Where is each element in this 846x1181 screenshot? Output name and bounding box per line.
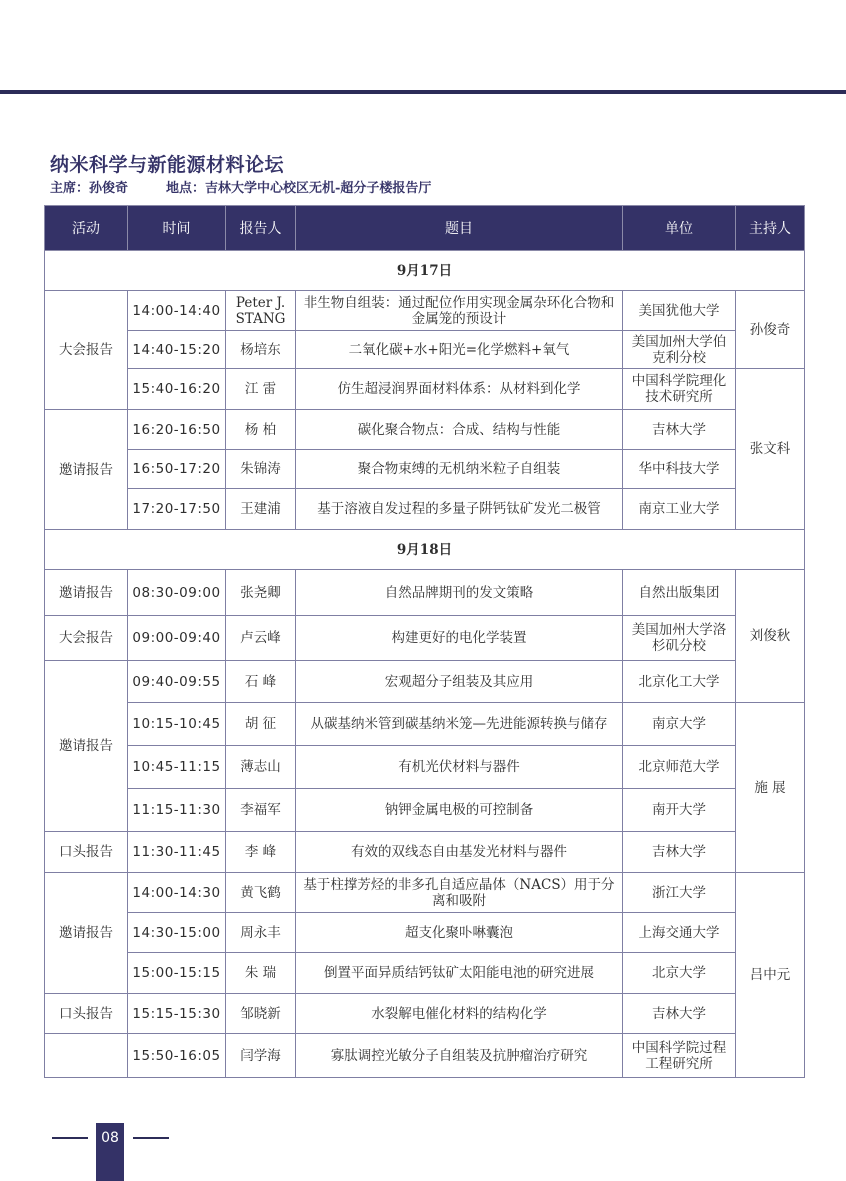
table-row [45, 746, 805, 789]
topic-cell: 基于柱撑芳烃的非多孔自适应晶体（NACS）用于分离和吸附 [296, 873, 623, 913]
table-row [45, 331, 805, 369]
day-row [45, 251, 805, 291]
unit-cell: 美国加州大学洛杉矶分校 [623, 616, 736, 661]
activity-cell: 口头报告 [45, 832, 128, 873]
unit-cell: 美国犹他大学 [623, 291, 736, 331]
unit-cell: 吉林大学 [623, 994, 736, 1034]
speaker-cell: 朱 瑞 [226, 953, 296, 994]
activity-cell: 大会报告 [45, 616, 128, 661]
time-cell: 16:50-17:20 [128, 450, 226, 489]
activity-cell: 邀请报告 [45, 570, 128, 616]
speaker-cell: 王建浦 [226, 489, 296, 530]
time-cell: 14:40-15:20 [128, 331, 226, 369]
venue: 地点：吉林大学中心校区无机-超分子楼报告厅 [166, 181, 432, 196]
topic-cell: 倒置平面异质结钙钛矿太阳能电池的研究进展 [296, 953, 623, 994]
speaker-cell: 薄志山 [226, 746, 296, 789]
activity-cell: 邀请报告 [45, 873, 128, 994]
unit-cell: 中国科学院过程工程研究所 [623, 1034, 736, 1078]
time-cell: 15:00-15:15 [128, 953, 226, 994]
topic-cell: 自然品牌期刊的发文策略 [296, 570, 623, 616]
unit-cell: 上海交通大学 [623, 913, 736, 953]
topic-cell: 碳化聚合物点：合成、结构与性能 [296, 410, 623, 450]
time-cell: 14:30-15:00 [128, 913, 226, 953]
speaker-cell: 杨培东 [226, 331, 296, 369]
header-activity: 活动 [45, 206, 128, 251]
speaker-cell: 周永丰 [226, 913, 296, 953]
unit-cell: 北京大学 [623, 953, 736, 994]
table-row [45, 1034, 805, 1078]
time-cell: 17:20-17:50 [128, 489, 226, 530]
speaker-cell: 江 雷 [226, 369, 296, 410]
day-label: 9月18日 [45, 530, 805, 570]
speaker-cell: 石 峰 [226, 661, 296, 703]
table-row [45, 994, 805, 1034]
topic-cell: 基于溶液自发过程的多量子阱钙钛矿发光二极管 [296, 489, 623, 530]
table-row [45, 291, 805, 331]
time-cell: 10:45-11:15 [128, 746, 226, 789]
header-host: 主持人 [736, 206, 805, 251]
host-cell: 吕中元 [736, 873, 805, 1078]
header-time: 时间 [128, 206, 226, 251]
forum-subtitle [50, 177, 431, 196]
topic-cell: 寡肽调控光敏分子自组装及抗肿瘤治疗研究 [296, 1034, 623, 1078]
unit-cell: 吉林大学 [623, 832, 736, 873]
table-row [45, 450, 805, 489]
table-row [45, 369, 805, 410]
activity-cell: 口头报告 [45, 994, 128, 1034]
speaker-cell: 卢云峰 [226, 616, 296, 661]
table-row [45, 913, 805, 953]
unit-cell: 华中科技大学 [623, 450, 736, 489]
table-row [45, 953, 805, 994]
table-row [45, 489, 805, 530]
time-cell: 11:30-11:45 [128, 832, 226, 873]
host-cell: 施 展 [736, 703, 805, 873]
table-row [45, 661, 805, 703]
speaker-cell: 李 峰 [226, 832, 296, 873]
topic-cell: 二氧化碳+水+阳光=化学燃料+氧气 [296, 331, 623, 369]
speaker-cell: 李福军 [226, 789, 296, 832]
page-title: 纳米科学与新能源材料论坛 [50, 154, 285, 176]
topic-cell: 聚合物束缚的无机纳米粒子自组装 [296, 450, 623, 489]
activity-cell: 邀请报告 [45, 661, 128, 832]
page-number: 08 [96, 1123, 124, 1181]
speaker-cell: 胡 征 [226, 703, 296, 746]
table-row [45, 410, 805, 450]
time-cell: 11:15-11:30 [128, 789, 226, 832]
time-cell: 10:15-10:45 [128, 703, 226, 746]
header-speaker: 报告人 [226, 206, 296, 251]
schedule-table [44, 205, 805, 1078]
time-cell: 14:00-14:30 [128, 873, 226, 913]
unit-cell: 自然出版集团 [623, 570, 736, 616]
host-cell: 孙俊奇 [736, 291, 805, 369]
activity-cell: 大会报告 [45, 291, 128, 410]
pager-line-right [133, 1137, 169, 1139]
activity-cell [45, 1034, 128, 1078]
unit-cell: 浙江大学 [623, 873, 736, 913]
topic-cell: 从碳基纳米管到碳基纳米笼—先进能源转换与储存 [296, 703, 623, 746]
table-row [45, 873, 805, 913]
chair: 主席：孙俊奇 [50, 181, 129, 196]
table-row [45, 703, 805, 746]
topic-cell: 宏观超分子组装及其应用 [296, 661, 623, 703]
unit-cell: 中国科学院理化技术研究所 [623, 369, 736, 410]
header-topic: 题目 [296, 206, 623, 251]
topic-cell: 构建更好的电化学装置 [296, 616, 623, 661]
speaker-cell: 黄飞鹤 [226, 873, 296, 913]
unit-cell: 北京师范大学 [623, 746, 736, 789]
time-cell: 15:50-16:05 [128, 1034, 226, 1078]
topic-cell: 有机光伏材料与器件 [296, 746, 623, 789]
topic-cell: 有效的双线态自由基发光材料与器件 [296, 832, 623, 873]
speaker-cell: 闫学海 [226, 1034, 296, 1078]
time-cell: 08:30-09:00 [128, 570, 226, 616]
header-unit: 单位 [623, 206, 736, 251]
pager-line-left [52, 1137, 88, 1139]
table-row [45, 832, 805, 873]
speaker-cell: 邹晓新 [226, 994, 296, 1034]
time-cell: 15:15-15:30 [128, 994, 226, 1034]
speaker-cell: 张尧卿 [226, 570, 296, 616]
speaker-cell: 杨 柏 [226, 410, 296, 450]
time-cell: 15:40-16:20 [128, 369, 226, 410]
topic-cell: 水裂解电催化材料的结构化学 [296, 994, 623, 1034]
time-cell: 09:00-09:40 [128, 616, 226, 661]
topic-cell: 仿生超浸润界面材料体系：从材料到化学 [296, 369, 623, 410]
topic-cell: 非生物自组装：通过配位作用实现金属杂环化合物和金属笼的预设计 [296, 291, 623, 331]
table-row [45, 789, 805, 832]
unit-cell: 南开大学 [623, 789, 736, 832]
unit-cell: 美国加州大学伯克利分校 [623, 331, 736, 369]
time-cell: 16:20-16:50 [128, 410, 226, 450]
unit-cell: 南京大学 [623, 703, 736, 746]
topic-cell: 钠钾金属电极的可控制备 [296, 789, 623, 832]
unit-cell: 吉林大学 [623, 410, 736, 450]
speaker-cell: Peter J. STANG [226, 291, 296, 331]
time-cell: 09:40-09:55 [128, 661, 226, 703]
table-header [45, 206, 805, 251]
topic-cell: 超支化聚卟啉囊泡 [296, 913, 623, 953]
unit-cell: 南京工业大学 [623, 489, 736, 530]
unit-cell: 北京化工大学 [623, 661, 736, 703]
host-cell: 张文科 [736, 369, 805, 530]
host-cell: 刘俊秋 [736, 570, 805, 703]
time-cell: 14:00-14:40 [128, 291, 226, 331]
day-row [45, 530, 805, 570]
table-row [45, 616, 805, 661]
speaker-cell: 朱锦涛 [226, 450, 296, 489]
table-row [45, 570, 805, 616]
day-label: 9月17日 [45, 251, 805, 291]
activity-cell: 邀请报告 [45, 410, 128, 530]
top-rule [0, 90, 846, 94]
